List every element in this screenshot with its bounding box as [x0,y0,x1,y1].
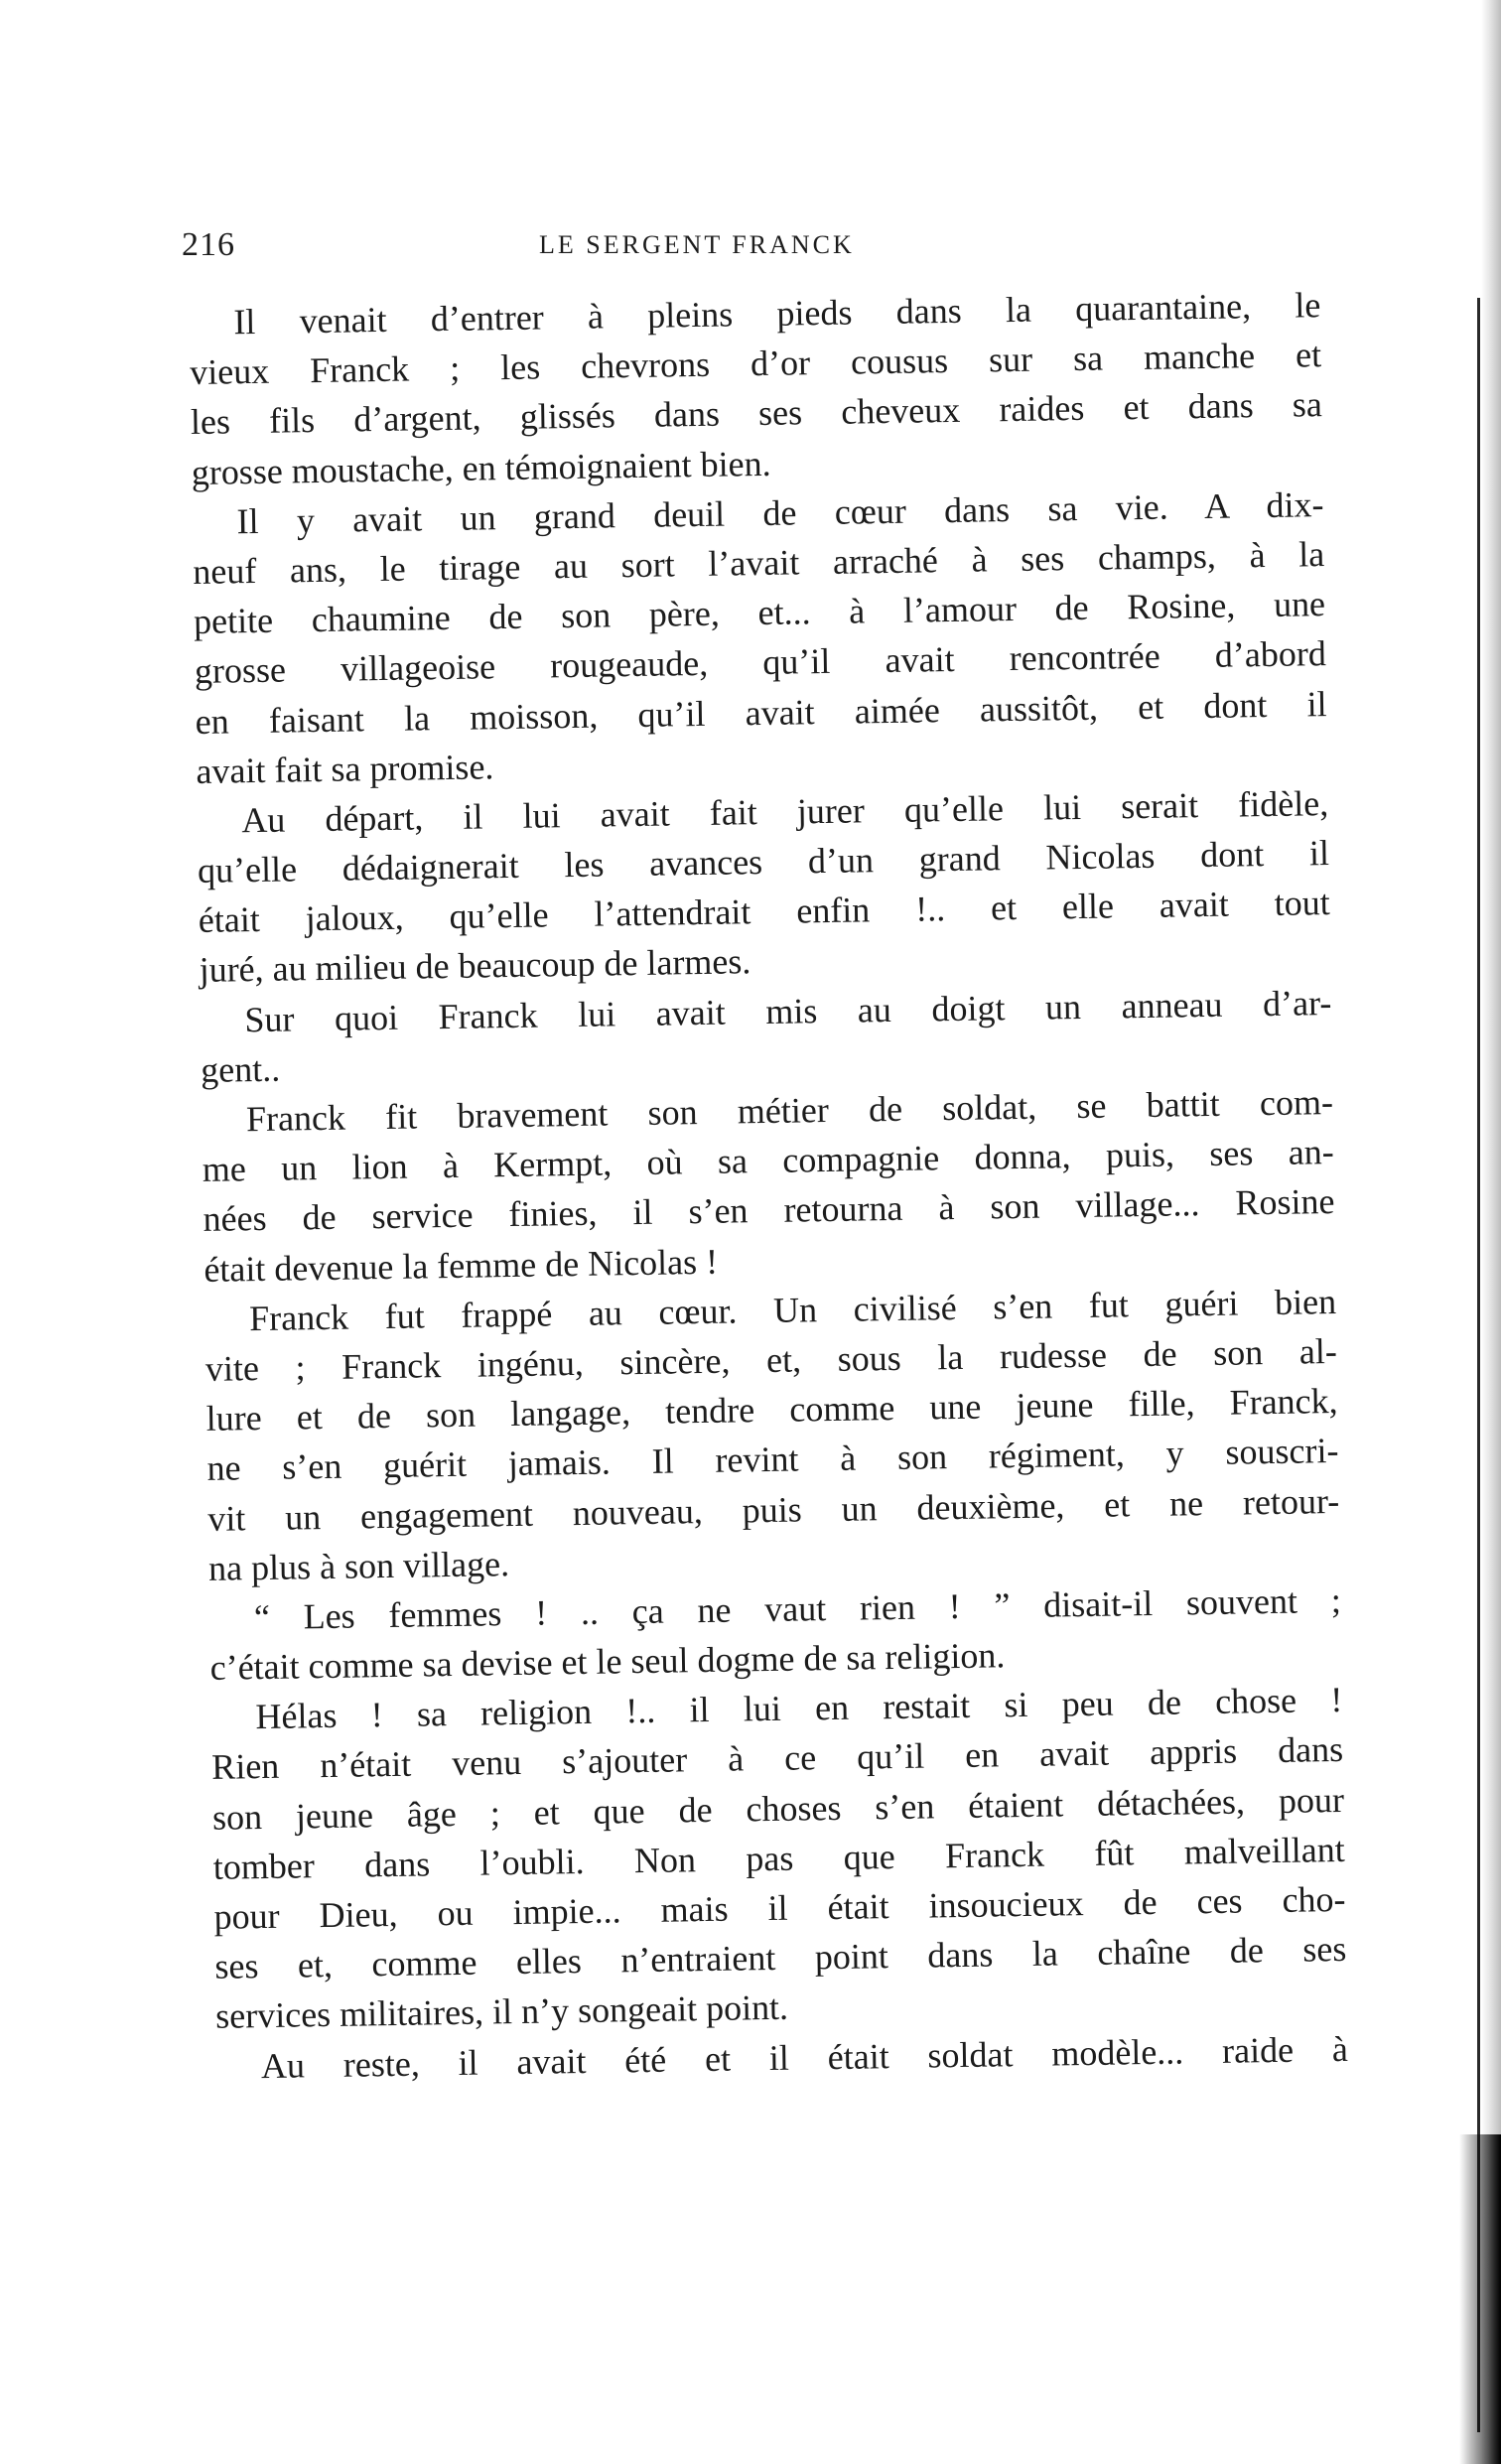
running-title: LE SERGENT FRANCK [539,230,855,259]
paragraph [208,1575,1341,1693]
text-line: Hélas ! sa religion !.. il lui en restait si peu de chose ! [255,1680,1343,1737]
paragraph [200,978,1332,1095]
paragraph [192,479,1328,796]
text-line: neuf ans, le tirage au sort l’avait arraché à ses champs, à la [193,533,1325,592]
text-line: services militaires, il n’y songeait point. [214,1987,789,2037]
scan-edge-line [1477,298,1480,2432]
text-line: vieux Franck ; les chevrons d’or cousus sur sa manche et [189,335,1322,393]
text-line: Rien n’était venu s’ajouter à ce qu’il en avait appris dans [210,1729,1344,1788]
text-line: Il y avait un grand deuil de cœur dans sa vie. A dix- [236,483,1324,542]
text-line: avait fait sa promise. [196,746,494,791]
text-line: qu’elle dédaignerait les avances d’un grand Nicolas dont il [197,833,1330,890]
text-line: Au reste, il avait été et il était soldat modèle... raide à [260,2028,1349,2086]
paragraph [197,778,1331,996]
text-line: “ Les femmes ! .. ça ne vaut rien ! ” disait-il souvent ; [253,1579,1342,1638]
paragraph [205,1277,1341,1593]
text-line: vit un engagement nouveau, puis un deuxième, et ne retour- [206,1480,1340,1539]
text-line: les fils d’argent, glissés dans ses cheveux raides et dans sa [190,384,1323,443]
text-line: pour Dieu, ou impie... mais il était insoucieux de ces cho- [213,1878,1346,1937]
text-line: lure et de son langage, tendre comme une jeune fille, Franck, [205,1381,1338,1438]
text-line: vite ; Franck ingénu, sincère, et, sous la rudesse de son al- [205,1330,1338,1389]
text-line: était devenue la femme de Nicolas ! [204,1241,719,1290]
running-head [182,226,1323,266]
paragraph [210,1675,1347,2041]
paragraph [189,280,1323,497]
text-line: était jaloux, qu’elle l’attendrait enfin !.. et elle avait tout [198,883,1331,941]
text-line: grosse villageoise rougeaude, qu’il avait rencontrée d’abord [194,633,1327,692]
page-number: 216 [182,226,235,263]
text-line: nées de service finies, il s’en retourna à son village... Rosine [203,1181,1335,1240]
paragraph [202,1077,1336,1295]
text-line: Franck fit bravement son métier de soldat, se battit com- [245,1081,1334,1140]
text-line: son jeune âge ; et que de choses s’en étaient détachées, pour [211,1779,1345,1838]
text-line: Il venait d’entrer à pleins pieds dans la quarantaine, le [233,285,1321,342]
text-line: tomber dans l’oubli. Non pas que Franck fût malveillant [212,1829,1346,1887]
text-line: juré, au milieu de beaucoup de larmes. [199,941,751,991]
text-line: me un lion à Kermpt, où sa compagnie donna, puis, ses an- [202,1132,1334,1190]
scan-edge-shadow [1459,2134,1501,2464]
text-line: Sur quoi Franck lui avait mis au doigt un anneau d’ar- [244,982,1332,1039]
text-line: en faisant la moisson, qu’il avait aimée aussitôt, et dont il [195,683,1327,742]
text-line: c’était comme sa devise et le seul dogme de sa religion. [209,1635,1006,1688]
text-line: gent.. [200,1048,281,1090]
text-line: grosse moustache, en témoignaient bien. [191,443,771,492]
scan-edge [1481,0,1501,2464]
body-text [189,280,1348,2091]
text-line: petite chaumine de son père, et... à l’amour de Rosine, une [193,584,1326,642]
text-line: Franck fut frappé au cœur. Un civilisé s’en fut guéri bien [248,1281,1337,1338]
text-line: ne s’en guérit jamais. Il revint à son régiment, y souscri- [206,1431,1339,1489]
text-line: na plus à son village. [207,1543,510,1588]
text-line: Au départ, il lui avait fait jurer qu’elle lui serait fidèle, [240,782,1329,841]
text-line: ses et, comme elles n’entraient point dans la chaîne de ses [214,1929,1347,1986]
